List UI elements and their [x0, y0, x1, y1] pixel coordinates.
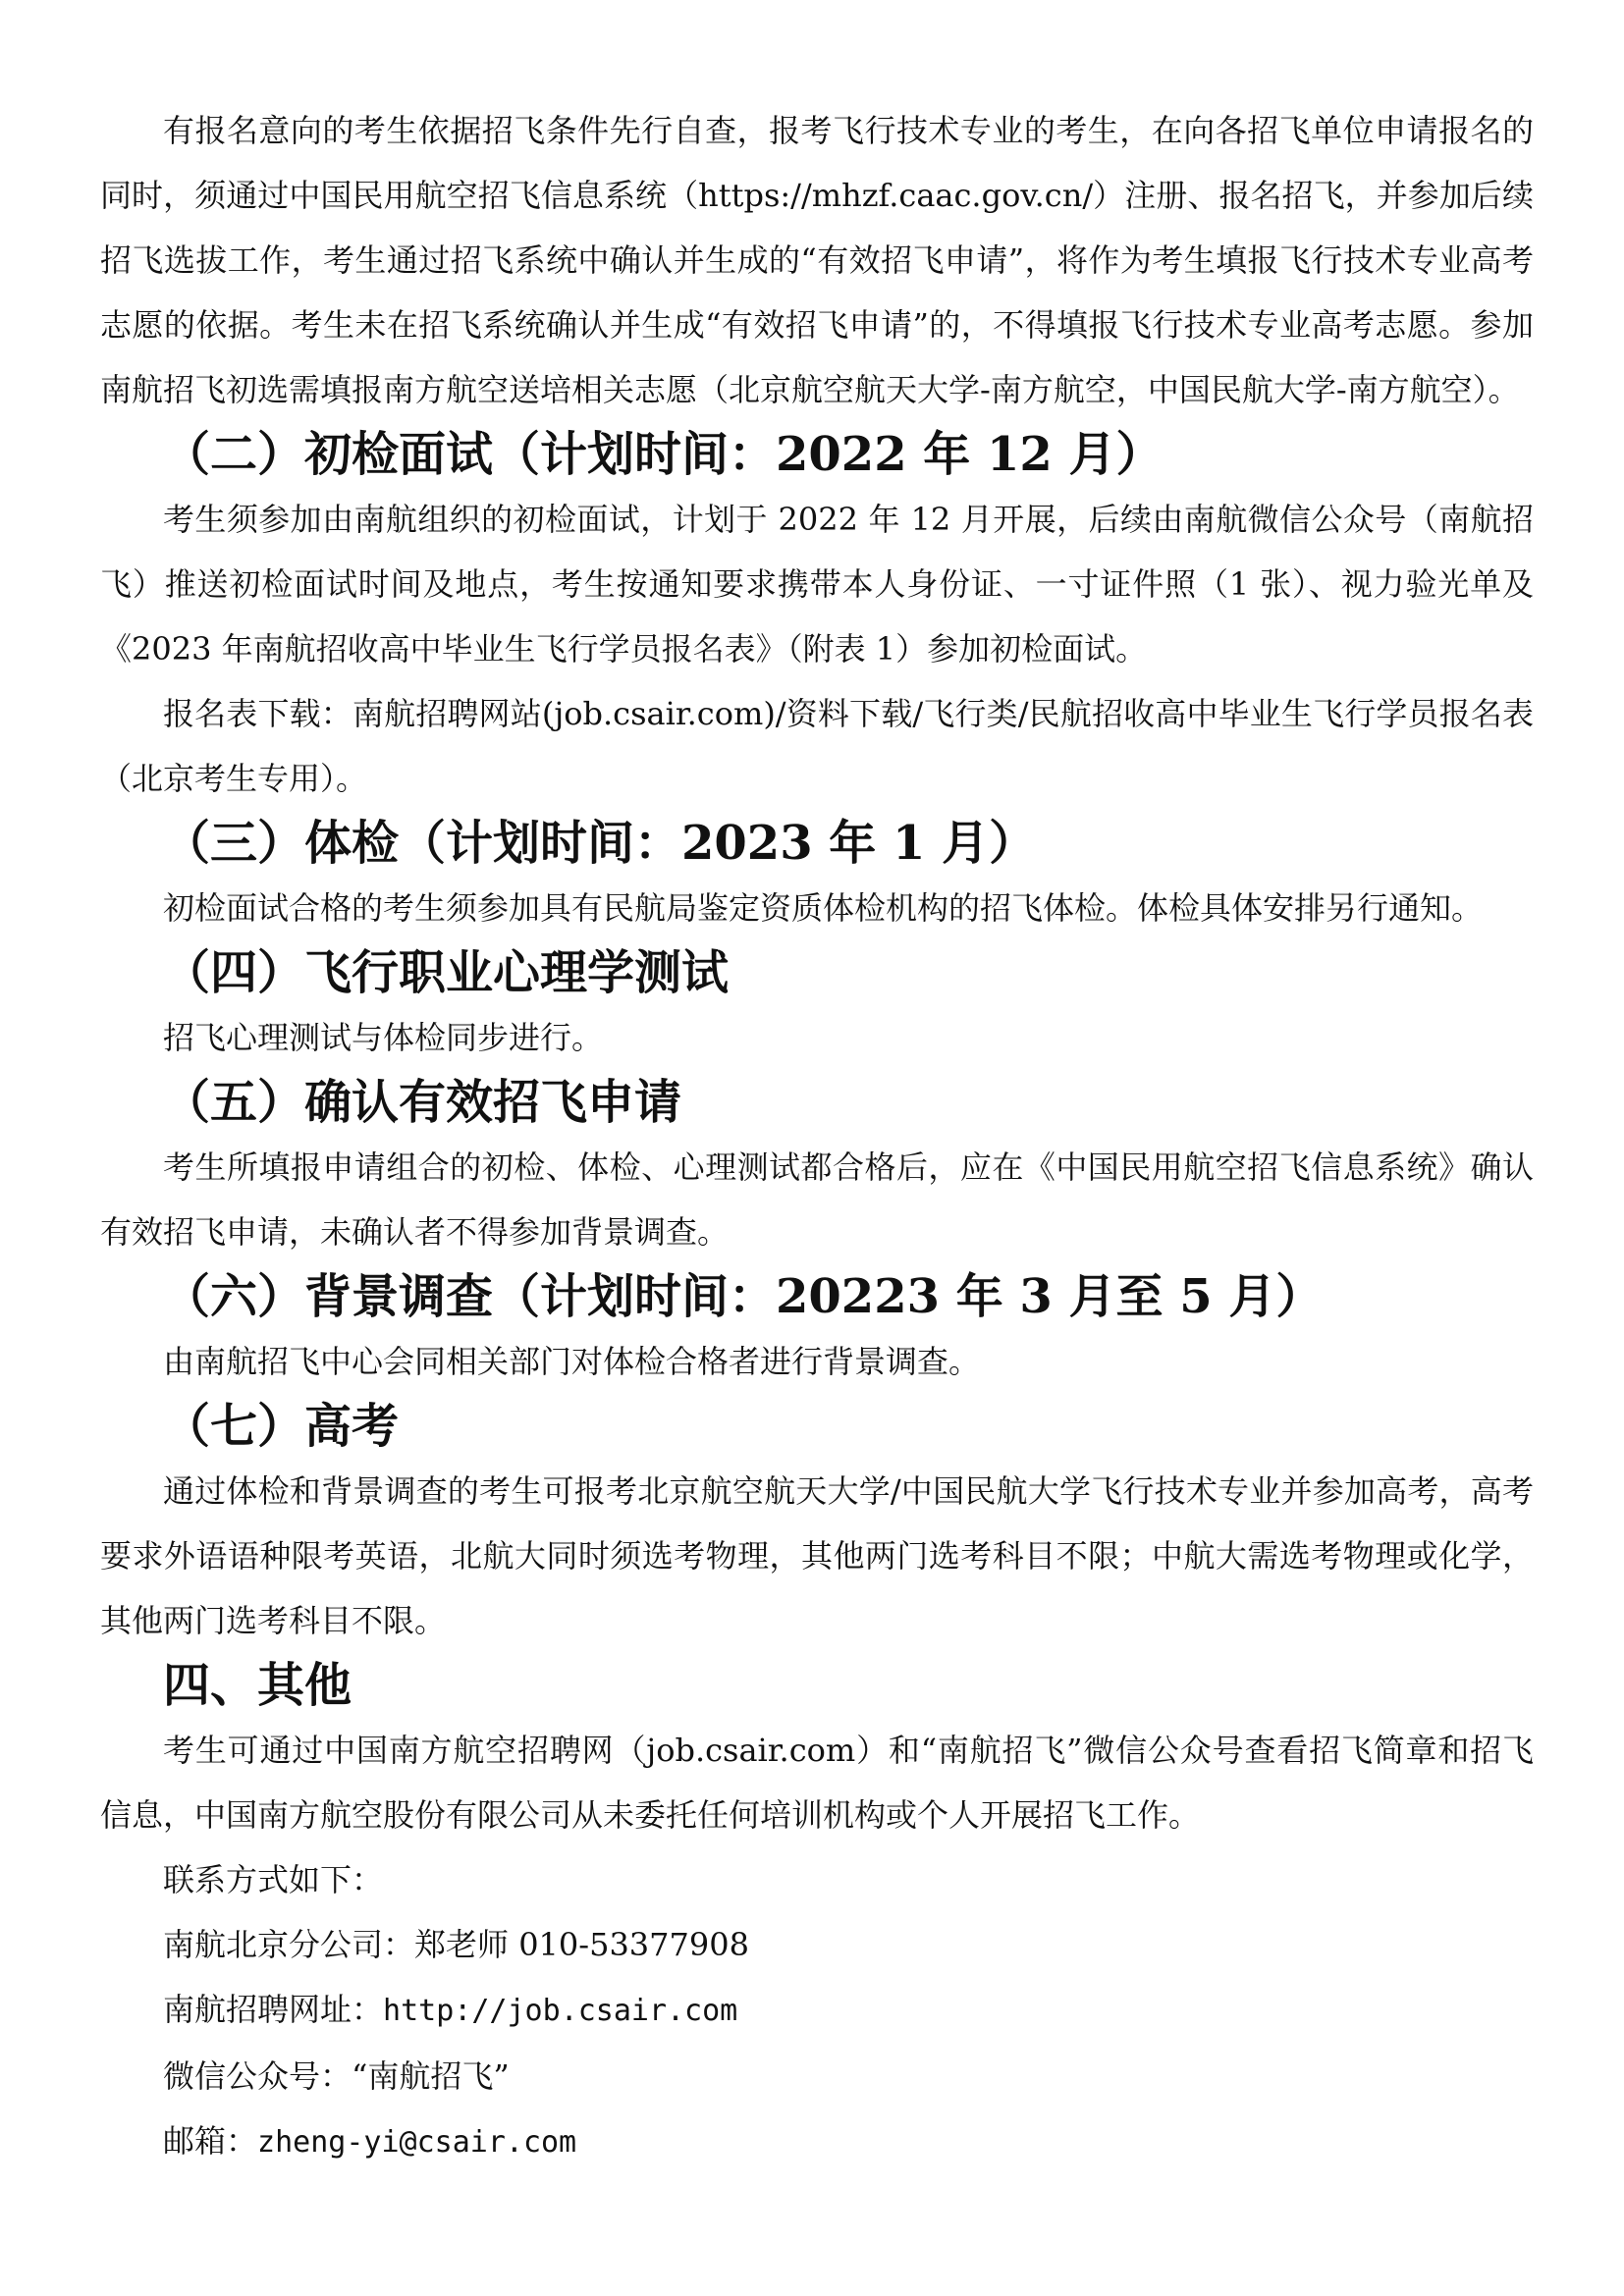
intro-paragraph: 有报名意向的考生依据招飞条件先行自查，报考飞行技术专业的考生，在向各招飞单位申请报名的同时，须通过中国民用航空招飞信息系统（https://mhzf.caac.gov.cn/）注册、报名招飞，并参加后续招飞选拔工作，考生通过招飞系统中确认并生成的“有效招飞申请”，将作为考生填报飞行技术专业高考志愿的依据。考生未在招飞系统确认并生成“有效招飞申请”的，不得填报飞行技术专业高考志愿。参加南航招飞初选需填报南方航空送培相关志愿（北京航空航天大学-南方航空，中国民航大学-南方航空）。 — [100, 112, 1534, 408]
contact-email-line — [100, 2109, 1534, 2175]
section-heading-psych-test: （四）飞行职业心理学测试 — [163, 945, 730, 1000]
confirm-application-paragraph: 考生所填报申请组合的初检、体检、心理测试都合格后，应在《中国民用航空招飞信息系统》确认有效招飞申请，未确认者不得参加背景调查。 — [100, 1148, 1534, 1251]
contact-phone-label: 南航北京分公司： — [163, 1926, 415, 1963]
contact-website-link[interactable]: http://job.csair.com — [383, 1994, 738, 2028]
document-page — [100, 98, 1534, 2175]
contact-intro: 联系方式如下： — [163, 1861, 384, 1898]
contact-phone-line — [100, 1912, 1534, 1977]
section-heading-background-check: （六）背景调查（计划时间：20223 年 3 月至 5 月） — [163, 1269, 1324, 1324]
interview-paragraph: 考生须参加由南航组织的初检面试，计划于 2022 年 12 月开展，后续由南航微信公众号（南航招飞）推送初检面试时间及地点，考生按通知要求携带本人身份证、一寸证件照（1 张）、视力验光单及《2023 年南航招收高中毕业生飞行学员报名表》（附表 1）参加初检面试。 — [100, 501, 1534, 667]
section-heading-gaokao: （七）高考 — [163, 1399, 400, 1454]
contact-wechat-line — [100, 2044, 1534, 2109]
contact-website-label: 南航招聘网址： — [163, 1991, 384, 2028]
contact-phone-value: 郑老师 010-53377908 — [414, 1926, 749, 1963]
psych-test-paragraph: 招飞心理测试与体检同步进行。 — [163, 1019, 604, 1056]
section-heading-interview: （二）初检面试（计划时间：2022 年 12 月） — [163, 427, 1164, 482]
medical-paragraph: 初检面试合格的考生须参加具有民航局鉴定资质体检机构的招飞体检。体检具体安排另行通知。 — [163, 889, 1484, 927]
contact-email-label: 邮箱： — [163, 2122, 258, 2160]
contact-wechat-value: “南航招飞” — [352, 2057, 510, 2095]
gaokao-paragraph: 通过体检和背景调查的考生可报考北京航空航天大学/中国民航大学飞行技术专业并参加高考，高考要求外语语种限考英语，北航大同时须选考物理，其他两门选考科目不限；中航大需选考物理或化学，其他两门选考科目不限。 — [100, 1472, 1534, 1639]
contact-website-line — [100, 1977, 1534, 2044]
form-download-paragraph: 报名表下载：南航招聘网站(job.csair.com)/资料下载/飞行类/民航招收高中毕业生飞行学员报名表（北京考生专用）。 — [100, 695, 1534, 797]
section-heading-confirm-application: （五）确认有效招飞申请 — [163, 1075, 682, 1130]
section-heading-other: 四、其他 — [163, 1658, 352, 1713]
contact-wechat-label: 微信公众号： — [163, 2057, 352, 2095]
section-heading-medical: （三）体检（计划时间：2023 年 1 月） — [163, 816, 1037, 871]
background-check-paragraph: 由南航招飞中心会同相关部门对体检合格者进行背景调查。 — [163, 1343, 981, 1380]
contact-email-link[interactable]: zheng-yi@csair.com — [257, 2125, 577, 2160]
other-paragraph: 考生可通过中国南方航空招聘网（job.csair.com）和“南航招飞”微信公众号查看招飞简章和招飞信息，中国南方航空股份有限公司从未委托任何培训机构或个人开展招飞工作。 — [100, 1732, 1534, 1834]
